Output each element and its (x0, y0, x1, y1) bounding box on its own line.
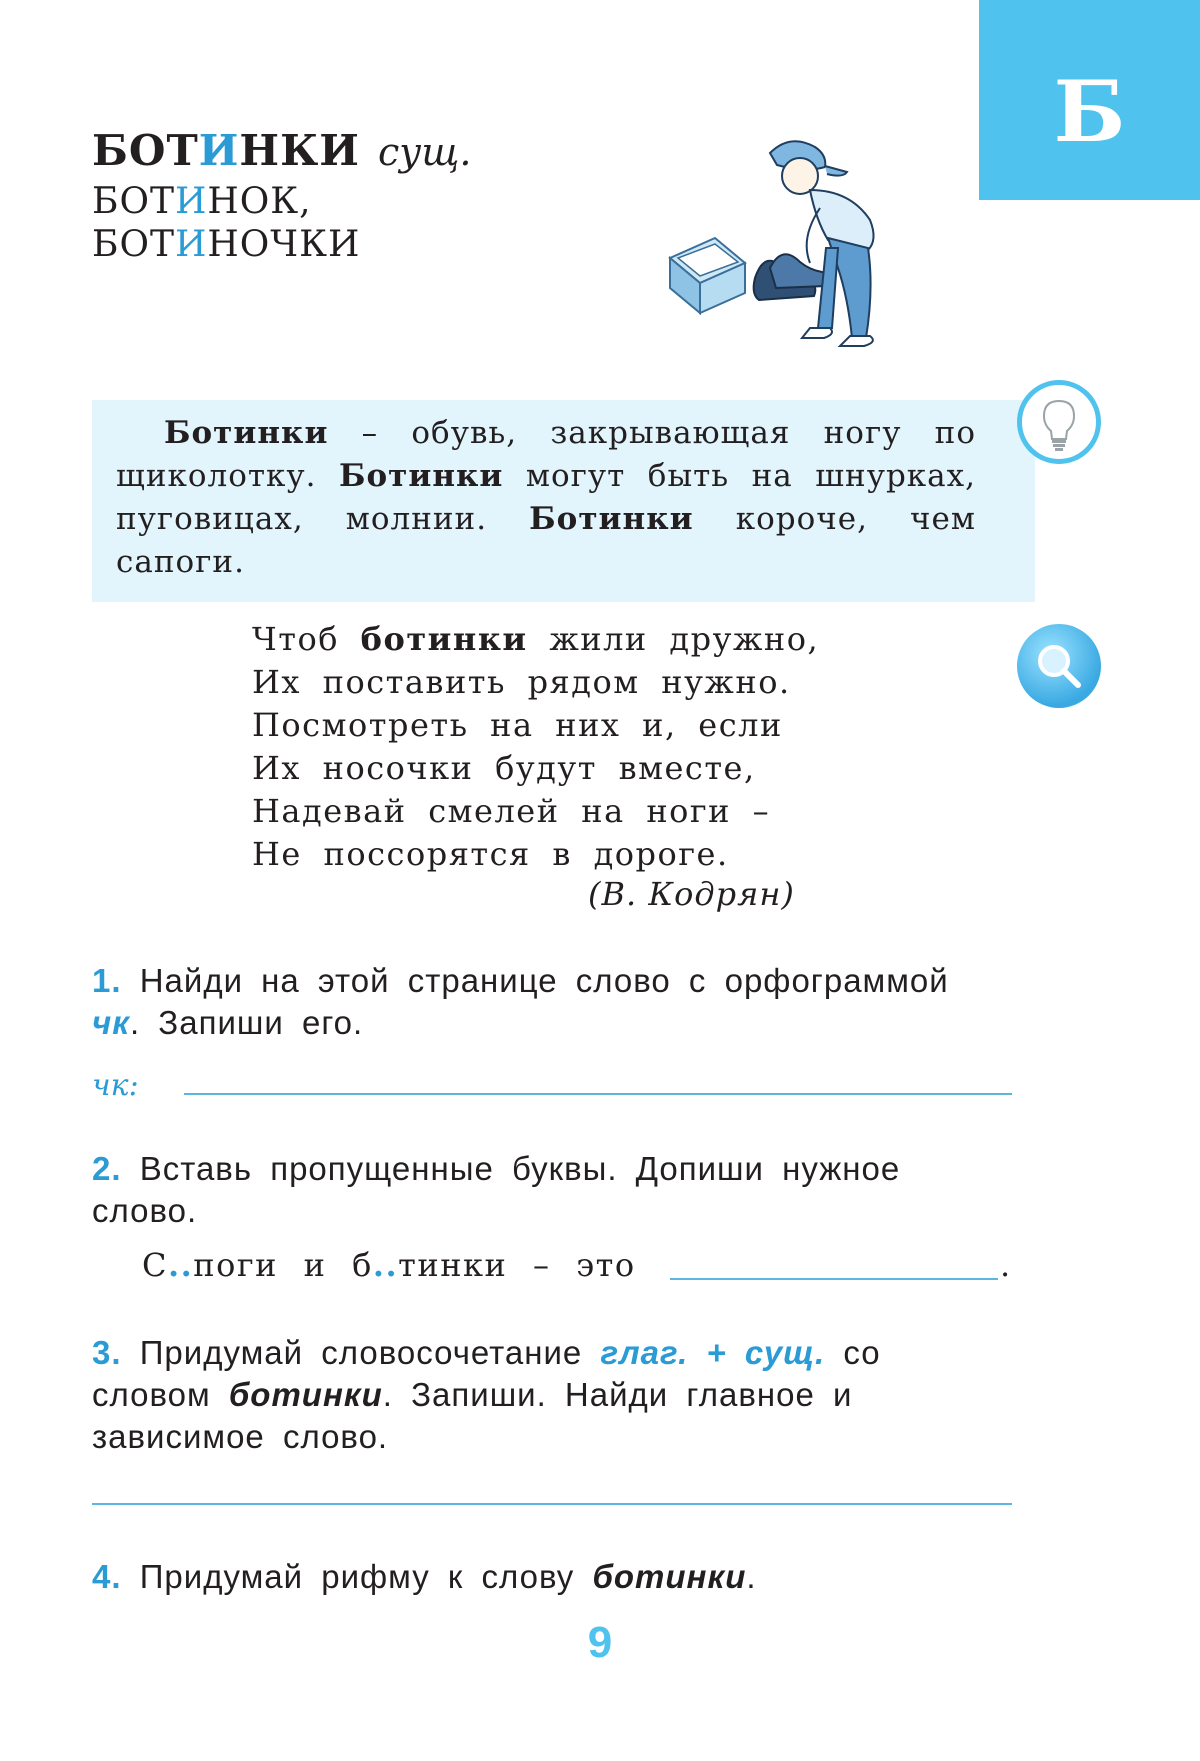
answer-label: чк: (92, 1068, 139, 1103)
task-4 (92, 1556, 1012, 1598)
tab-letter: Б (1053, 62, 1126, 161)
form-part: БОТ (92, 181, 175, 222)
task-text: Придумай словосочетание (121, 1334, 601, 1371)
term-bold: Ботинки (529, 501, 694, 537)
headword-part: НКИ (239, 126, 360, 175)
task-text: со словом (92, 1334, 881, 1413)
word-form (92, 223, 360, 266)
definition-fragment: – обувь, закрывающая ногу по щиколотку. (116, 415, 976, 494)
task-number: 1. (92, 962, 122, 999)
task-text: . (746, 1558, 757, 1595)
word-form (92, 180, 360, 223)
definition-box (92, 400, 1035, 602)
sentence-fragment: С (142, 1246, 168, 1284)
task-text: Вставь пропущенные буквы. Допиши нужное слово. (92, 1150, 901, 1229)
headword (92, 128, 471, 174)
light-bulb-icon (1017, 380, 1101, 464)
headword-part: БОТ (92, 126, 199, 175)
task-3 (92, 1332, 1012, 1458)
task-number: 2. (92, 1150, 122, 1187)
definition-text (116, 412, 976, 584)
task-text: Придумай рифму к слову (121, 1558, 593, 1595)
boy-illustration (770, 141, 874, 346)
sentence-fragment: поги и б (193, 1246, 373, 1284)
missing-letter-gap[interactable]: .. (167, 1246, 194, 1284)
task-1 (92, 960, 1012, 1044)
phrase-pattern: глаг. + сущ. (600, 1334, 826, 1371)
letter-tab (979, 0, 1200, 200)
poem-fragment: жили дружно, (527, 620, 820, 658)
task-2 (92, 1148, 1012, 1232)
missing-letter-gap[interactable]: .. (372, 1246, 399, 1284)
fill-in-sentence (142, 1246, 636, 1284)
sentence-end: . (1000, 1246, 1011, 1284)
stress-letter: И (174, 181, 208, 222)
stress-letter: И (174, 224, 208, 265)
task-text: . Запиши. Найди главное и зависимое слово. (92, 1376, 853, 1455)
term-bold: Ботинки (338, 458, 504, 494)
task-number: 4. (92, 1558, 122, 1595)
poem-line: Надевай смелей на ноги – (252, 792, 771, 830)
answer-line[interactable] (184, 1093, 1012, 1095)
part-of-speech: сущ. (378, 130, 472, 174)
form-part: БОТ (92, 224, 175, 265)
form-part: НОЧКИ (207, 224, 361, 265)
form-part: НОК, (207, 181, 312, 222)
boy-with-shoes-illustration (660, 138, 940, 368)
poem-line: Не поссорятся в дороге. (252, 835, 729, 873)
shoe-box-illustration (670, 238, 745, 313)
word-forms (92, 180, 360, 266)
task-text: . Запиши его. (129, 1004, 364, 1041)
sentence-fragment: тинки – это (398, 1246, 636, 1284)
task-text: Найди на этой странице слово с орфограммой (121, 962, 949, 999)
poem-line: Их поставить рядом нужно. (252, 663, 791, 701)
poem-fragment: Чтоб (252, 620, 361, 658)
answer-line[interactable] (92, 1503, 1012, 1505)
task-number: 3. (92, 1334, 122, 1371)
poem-line: Их носочки будут вместе, (252, 749, 756, 787)
keyword: ботинки (592, 1558, 747, 1595)
magnifier-icon (1017, 624, 1101, 708)
keyword: ботинки (228, 1376, 383, 1413)
spelling-pattern: чк (92, 1004, 130, 1041)
answer-line[interactable] (670, 1278, 998, 1280)
stress-letter: И (198, 126, 240, 175)
poem-bold-word: ботинки (360, 620, 528, 658)
poem-line (252, 618, 819, 661)
poem (252, 618, 819, 876)
definition-fragment: могут быть на шнурках, пуговицах, молнии. (116, 458, 977, 537)
page-number: 9 (587, 1618, 613, 1667)
shoes-illustration (754, 254, 828, 306)
definition-fragment: короче, чем сапоги. (116, 501, 976, 580)
poem-attribution: (В. Кодрян) (588, 875, 795, 913)
poem-line: Посмотреть на них и, если (252, 706, 783, 744)
term-bold: Ботинки (164, 415, 329, 451)
